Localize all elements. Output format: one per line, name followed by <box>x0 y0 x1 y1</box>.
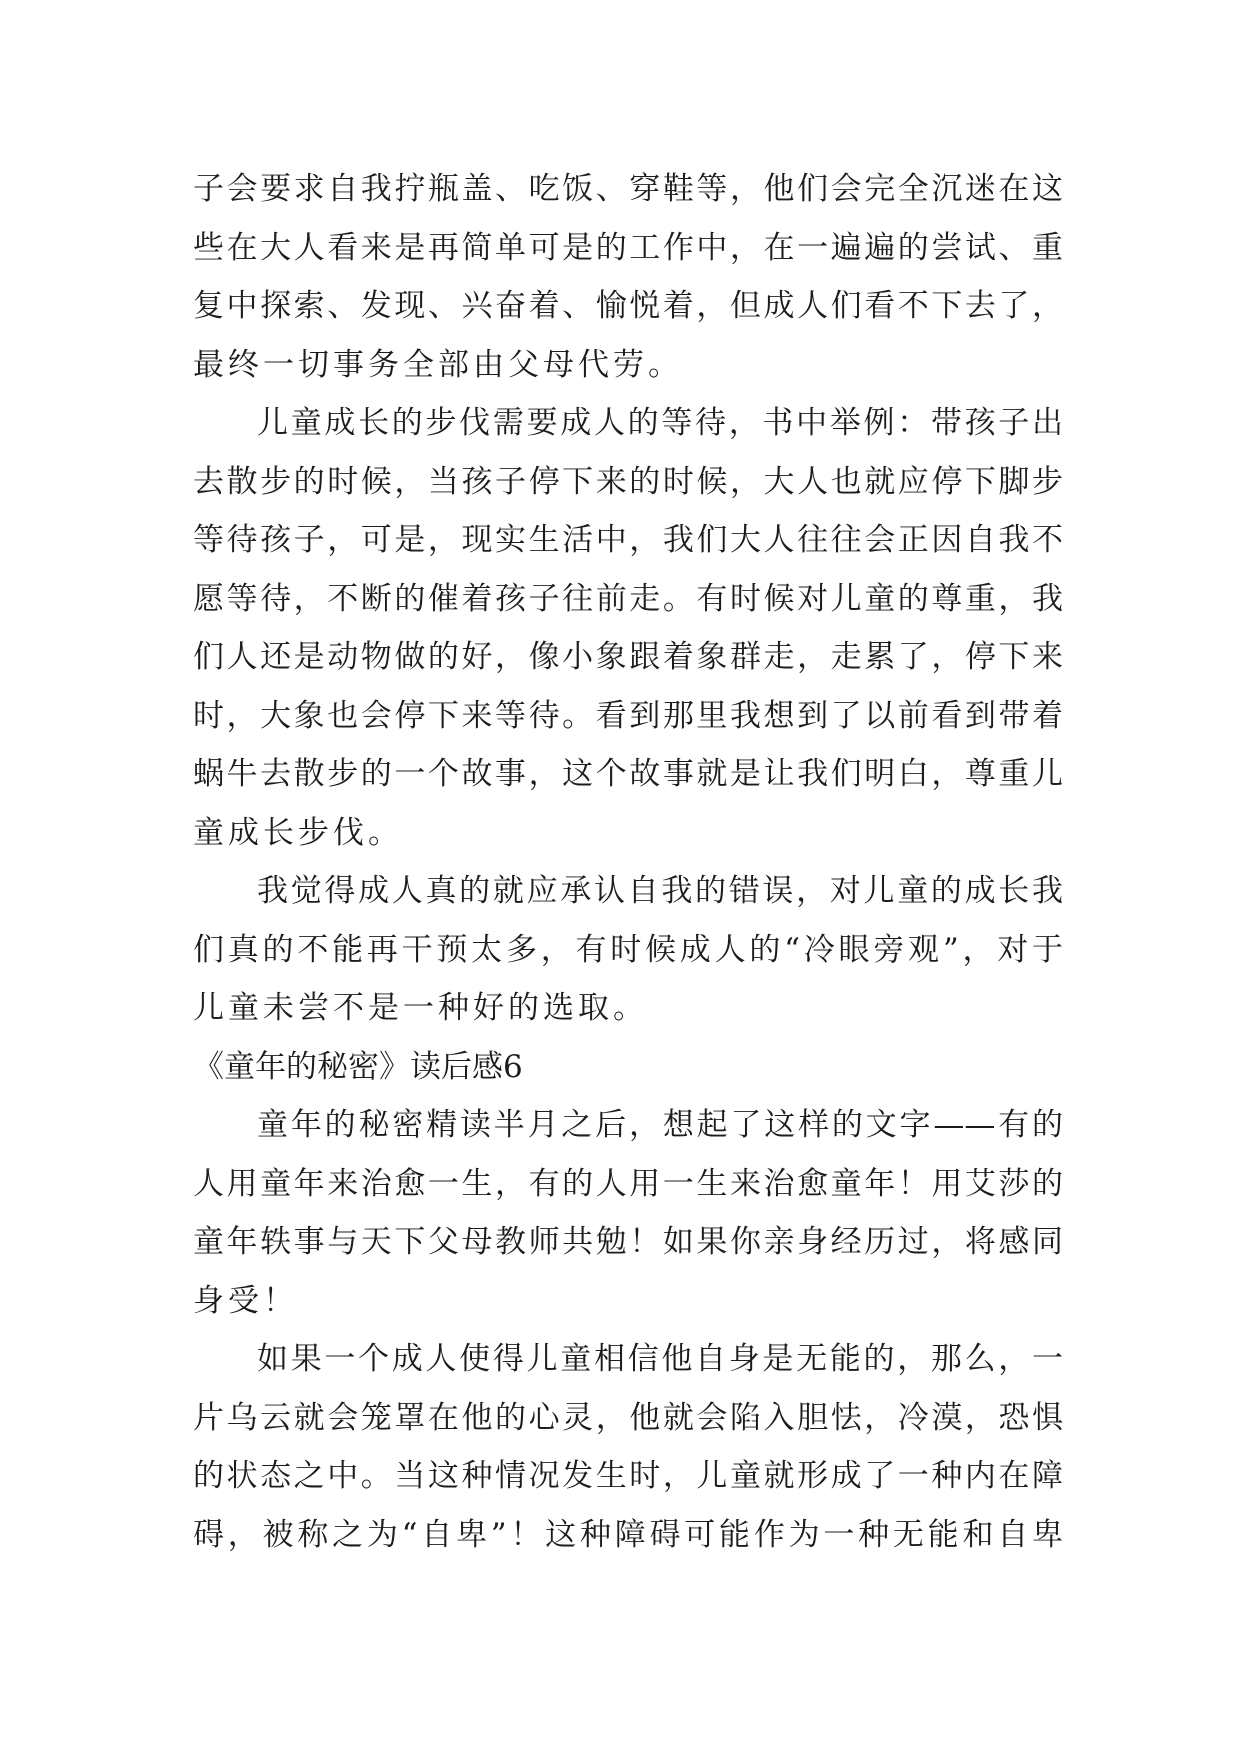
paragraph-3 <box>193 862 1063 1038</box>
text-line: 子会要求自我拧瓶盖、吃饭、穿鞋等，他们会完全沉迷在这 <box>193 171 1063 207</box>
text-line: 童成长步伐。 <box>193 814 403 851</box>
section-heading <box>193 1038 1063 1097</box>
text-line: 复中探索、发现、兴奋着、愉悦着，但成人们看不下去了， <box>193 288 1063 324</box>
text-line: 愿等待，不断的催着孩子往前走。有时候对儿童的尊重，我 <box>193 580 1063 617</box>
text-line: 人用童年来治愈一生，有的人用一生来治愈童年！用艾莎的 <box>193 1165 1063 1202</box>
text-line: 等待孩子，可是，现实生活中，我们大人往往会正因自我不 <box>193 522 1063 558</box>
text-line: 碍，被称之为“自卑”！这种障碍可能作为一种无能和自卑 <box>193 1516 1063 1553</box>
text-line: 的状态之中。当这种情况发生时，儿童就形成了一种内在障 <box>193 1458 1063 1494</box>
text-line: 去散步的时候，当孩子停下来的时候，大人也就应停下脚步 <box>193 463 1063 500</box>
heading-text: 《童年的秘密》读后感6 <box>193 1048 523 1085</box>
paragraph-5 <box>193 1330 1063 1564</box>
text-line: 我觉得成人真的就应承认自我的错误，对儿童的成长我 <box>257 873 1063 909</box>
text-line: 们人还是动物做的好，像小象跟着象群走，走累了，停下来 <box>193 639 1063 675</box>
text-line: 身受！ <box>193 1282 298 1319</box>
text-line: 童年的秘密精读半月之后，想起了这样的文字——有的 <box>257 1107 1063 1143</box>
paragraph-4 <box>193 1096 1063 1330</box>
paragraph-1 <box>193 160 1063 394</box>
text-line: 最终一切事务全部由父母代劳。 <box>193 346 683 383</box>
text-line: 时，大象也会停下来等待。看到那里我想到了以前看到带着 <box>193 697 1063 734</box>
text-line: 片乌云就会笼罩在他的心灵，他就会陷入胆怯，冷漠，恐惧 <box>193 1399 1063 1436</box>
text-line: 儿童未尝不是一种好的选取。 <box>193 990 648 1026</box>
text-line: 蜗牛去散步的一个故事，这个故事就是让我们明白，尊重儿 <box>193 756 1063 792</box>
text-line: 儿童成长的步伐需要成人的等待，书中举例：带孩子出 <box>257 405 1063 441</box>
paragraph-2 <box>193 394 1063 862</box>
text-line: 童年轶事与天下父母教师共勉！如果你亲身经历过，将感同 <box>193 1224 1063 1260</box>
text-line: 如果一个成人使得儿童相信他自身是无能的，那么，一 <box>257 1341 1063 1377</box>
text-line: 们真的不能再干预太多，有时候成人的“冷眼旁观”，对于 <box>193 931 1063 968</box>
text-line: 些在大人看来是再简单可是的工作中，在一遍遍的尝试、重 <box>193 229 1063 266</box>
document-body <box>193 160 1063 1564</box>
